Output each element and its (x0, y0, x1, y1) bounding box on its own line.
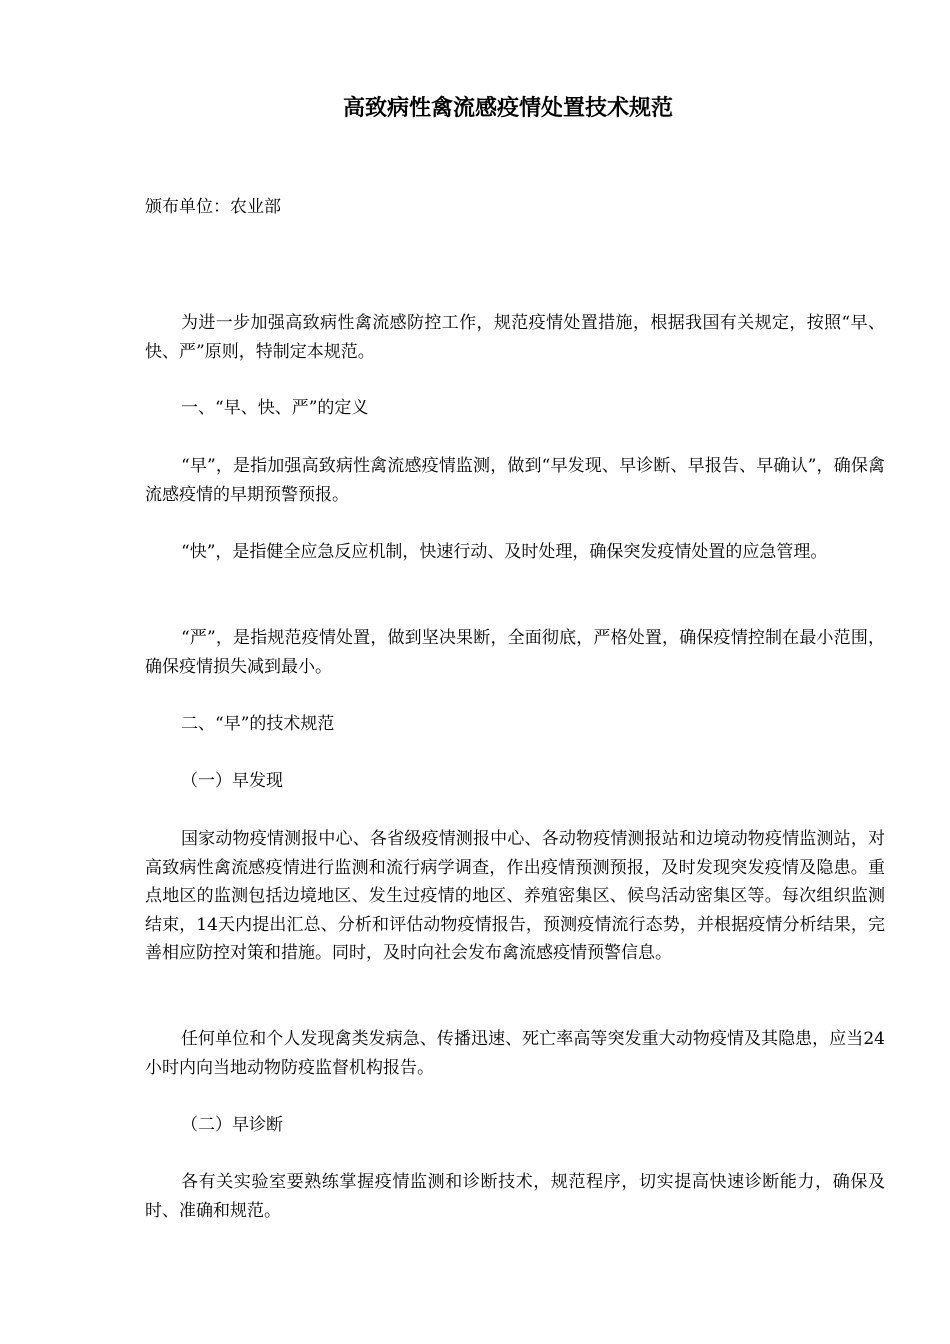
section-heading-1: 一、“早、快、严”的定义 (181, 398, 369, 418)
definition-fast-paragraph: “快”，是指健全应急反应机制，快速行动、及时处理，确保突发疫情处置的应急管理。 (181, 542, 828, 562)
reporting-paragraph: 任何单位和个人发现禽类发病急、传播迅速、死亡率高等突发重大动物疫情及其隐患，应当24小时内向当地动物防疫监督机构报告。 (145, 1029, 885, 1078)
definition-strict-paragraph: “严”，是指规范疫情处置，做到坚决果断，全面彻底，严格处置，确保疫情控制在最小范围，确保疫情损失减到最小。 (145, 628, 885, 677)
document-title: 高致病性禽流感疫情处置技术规范 (342, 95, 673, 121)
definition-early-paragraph: “早”，是指加强高致病性禽流感疫情监测，做到“早发现、早诊断、早报告、早确认”，确保禽流感疫情的早期预警预报。 (145, 456, 885, 505)
subsection-heading-early-discovery: （一）早发现 (181, 771, 283, 791)
intro-paragraph: 为进一步加强高致病性禽流感防控工作，规范疫情处置措施，根据我国有关规定，按照“早、快、严”原则，特制定本规范。 (145, 313, 885, 362)
issuer-line: 颁布单位：农业部 (145, 197, 281, 217)
section-heading-2: 二、“早”的技术规范 (181, 714, 335, 734)
subsection-heading-early-diagnosis: （二）早诊断 (181, 1115, 283, 1135)
monitoring-paragraph: 国家动物疫情测报中心、各省级疫情测报中心、各动物疫情测报站和边境动物疫情监测站，对高致病性禽流感疫情进行监测和流行病学调查，作出疫情预测预报，及时发现突发疫情及隐患。重点地区的监测包括边境地区、发生过疫情的地区、养殖密集区、候鸟活动密集区等。每次组织监测结束，14天内提出汇总、分析和评估动物疫情报告，预测疫情流行态势，并根据疫情分析结果，完善相应防控对策和措施。同时，及时向社会发布禽流感疫情预警信息。 (145, 829, 885, 963)
diagnosis-paragraph: 各有关实验室要熟练掌握疫情监测和诊断技术，规范程序，切实提高快速诊断能力，确保及时、准确和规范。 (145, 1172, 885, 1221)
